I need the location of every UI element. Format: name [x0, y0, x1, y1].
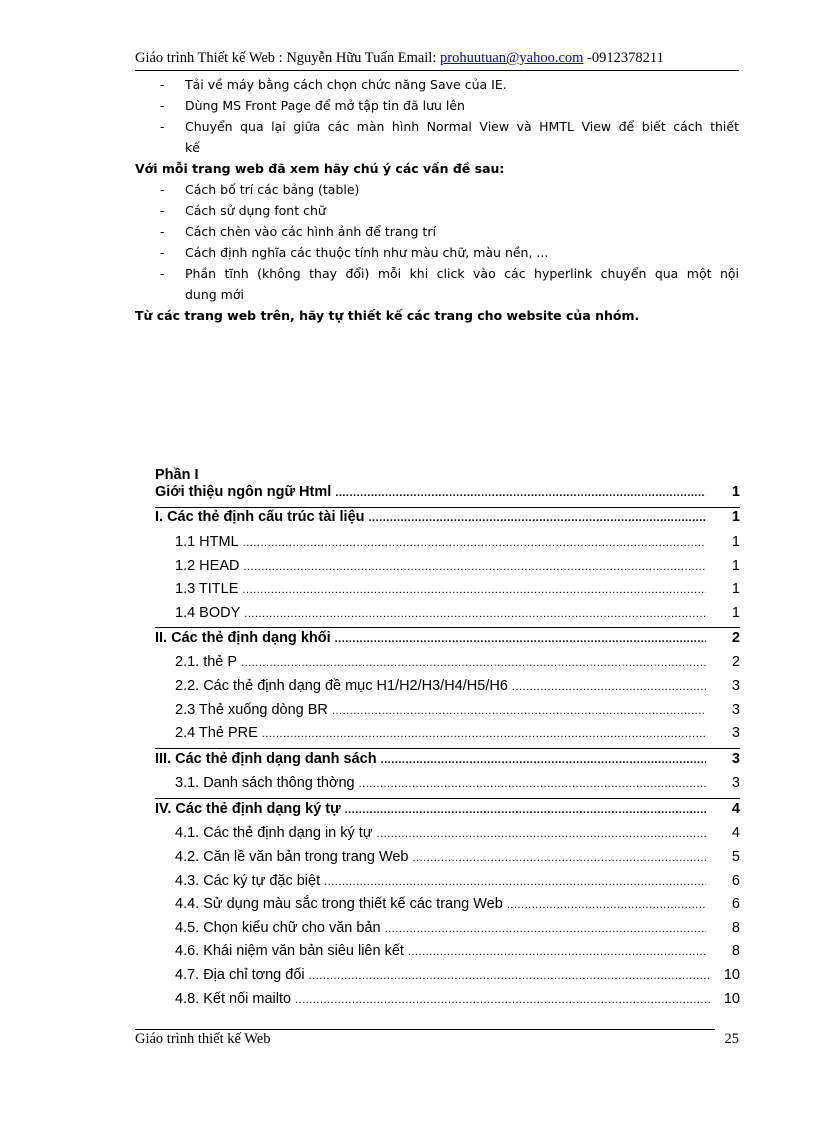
list-item-text: Cách định nghĩa các thuộc tính như màu chữ, màu nền, ... [185, 245, 549, 260]
email-link[interactable]: prohuutuan@yahoo.com [440, 50, 584, 66]
dot-leader [332, 705, 706, 717]
list-item [160, 182, 740, 202]
toc-entry-title: 4.5. Chọn kiểu chữ cho văn bản [175, 920, 381, 936]
bullet-dash: - [160, 245, 165, 260]
footer-divider [135, 1029, 715, 1030]
toc-entry-page: 1 [731, 558, 740, 574]
list-item-continuation: dung mới [185, 287, 244, 302]
toc-entry-page: 1 [731, 534, 740, 550]
dot-leader [408, 946, 706, 958]
list-item-text: Phần tĩnh (không thay đổi) mỗi khi click vào các hyperlink chuyển qua một nội [185, 266, 739, 281]
toc-entry[interactable] [155, 509, 740, 531]
list-item-text: Cách sử dụng font chữ [185, 203, 326, 218]
page-header [135, 50, 739, 70]
toc-entry-title: 1.2 HEAD [175, 558, 240, 574]
toc-entry-title: III. Các thẻ định dạng danh sách [155, 751, 377, 767]
toc-entry-page: 8 [731, 943, 740, 959]
toc-entry[interactable] [175, 896, 740, 918]
dot-leader [244, 608, 706, 620]
toc-entry-page: 2 [731, 630, 740, 646]
toc-entry-page: 3 [731, 725, 740, 741]
dot-leader [377, 828, 706, 840]
toc-entry-title: 4.7. Địa chỉ tơng đối [175, 967, 305, 983]
toc-entry[interactable] [155, 751, 740, 773]
toc-entry-title: 4.1. Các thẻ định dạng in ký tự [175, 825, 373, 841]
list-item [160, 77, 740, 97]
toc-entry-title: 1.4 BODY [175, 605, 241, 621]
toc-entry[interactable] [175, 558, 740, 580]
dot-leader [241, 657, 706, 669]
toc-part-label: Phần I [155, 467, 199, 483]
toc-entry-page: 10 [723, 967, 740, 983]
footer-page-number: 25 [724, 1031, 739, 1047]
toc-entry[interactable] [175, 678, 740, 700]
dot-leader [345, 804, 706, 816]
toc-entry-title: 1.1 HTML [175, 534, 239, 550]
toc-divider [155, 798, 740, 799]
toc-entry-title: 2.1. thẻ P [175, 654, 238, 670]
toc-divider [155, 507, 740, 508]
toc-entry-page: 4 [731, 801, 740, 817]
toc-entry-title: 4.4. Sử dụng màu sắc trong thiết kế các trang Web [175, 896, 503, 912]
bullet-dash: - [160, 203, 165, 218]
dot-leader [242, 584, 706, 596]
dot-leader [243, 561, 706, 573]
toc-entry-page: 3 [731, 775, 740, 791]
list-item [160, 266, 740, 286]
toc-entry-page: 6 [731, 873, 740, 889]
footer-title: Giáo trình thiết kế Web [135, 1031, 271, 1047]
list-item-text: Tải về máy bằng cách chọn chức năng Save của IE. [185, 77, 507, 92]
toc-entry[interactable] [175, 725, 740, 747]
toc-entry-page: 1 [731, 605, 740, 621]
toc-entry-title: 4.6. Khái niệm văn bản siêu liên kết [175, 943, 404, 959]
toc-entry[interactable] [175, 920, 740, 942]
toc-entry-page: 3 [731, 751, 740, 767]
toc-entry-title: 4.2. Căn lề văn bản trong trang Web [175, 849, 409, 865]
toc-entry-page: 1 [731, 509, 740, 525]
toc-entry-title: 4.3. Các ký tự đặc biệt [175, 873, 321, 889]
list-item [160, 224, 740, 244]
toc-entry[interactable] [155, 484, 740, 506]
list-item-text: Dùng MS Front Page để mở tập tin đã lưu lên [185, 98, 465, 113]
dot-leader [335, 487, 706, 499]
bullet-dash: - [160, 77, 165, 92]
dot-leader [385, 923, 706, 935]
toc-entry-page: 5 [731, 849, 740, 865]
toc-entry[interactable] [175, 581, 740, 603]
dot-leader [413, 852, 707, 864]
toc-entry[interactable] [175, 702, 740, 724]
toc-entry-title: 4.8. Kết nối mailto [175, 991, 292, 1007]
dot-leader [262, 728, 706, 740]
list-item [160, 119, 740, 139]
toc-entry-page: 6 [731, 896, 740, 912]
list-item-continuation: kế [185, 140, 200, 155]
bullet-dash: - [160, 266, 165, 281]
toc-entry[interactable] [175, 943, 740, 965]
list-item [160, 245, 740, 265]
dot-leader [507, 899, 706, 911]
bullet-dash: - [160, 119, 165, 134]
dot-leader [295, 994, 710, 1006]
dot-leader [512, 681, 706, 693]
list-item-text: Cách chèn vào các hình ảnh để trang trí [185, 224, 436, 239]
dot-leader [243, 537, 706, 549]
header-divider [135, 70, 739, 71]
toc-entry-page: 3 [731, 702, 740, 718]
toc-entry-title: IV. Các thẻ định dạng ký tự [155, 801, 341, 817]
toc-entry[interactable] [175, 991, 740, 1013]
toc-entry-page: 3 [731, 678, 740, 694]
section-heading: Với mỗi trang web đã xem hãy chú ý các vấn đề sau: [135, 161, 505, 176]
toc-entry[interactable] [175, 967, 740, 989]
list-item [160, 98, 740, 118]
toc-entry[interactable] [155, 801, 740, 823]
list-item [160, 203, 740, 223]
list-item-text: Chuyển qua lại giữa các màn hình Normal View và HMTL View để biết cách thiết [185, 119, 739, 134]
dot-leader [335, 633, 706, 645]
header-phone: -0912378211 [583, 50, 664, 66]
list-item-text: Cách bố trí các bảng (table) [185, 182, 360, 197]
dot-leader [359, 778, 706, 790]
dot-leader [381, 754, 706, 766]
bullet-dash: - [160, 182, 165, 197]
toc-entry-title: Giới thiệu ngôn ngữ Html [155, 484, 332, 500]
toc-entry-title: 2.4 Thẻ PRE [175, 725, 258, 741]
bullet-dash: - [160, 224, 165, 239]
toc-entry-title: 1.3 TITLE [175, 581, 239, 597]
toc-entry-title: I. Các thẻ định cấu trúc tài liệu [155, 509, 365, 525]
toc-entry[interactable] [175, 775, 740, 797]
dot-leader [369, 512, 707, 524]
toc-entry[interactable] [175, 654, 740, 676]
toc-entry-page: 8 [731, 920, 740, 936]
toc-divider [155, 748, 740, 749]
toc-divider [155, 627, 740, 628]
toc-entry[interactable] [155, 630, 740, 652]
closing-statement: Từ các trang web trên, hãy tự thiết kế các trang cho website của nhóm. [135, 308, 640, 323]
toc-entry-title: II. Các thẻ định dạng khối [155, 630, 331, 646]
dot-leader [324, 876, 706, 888]
toc-entry-page: 4 [731, 825, 740, 841]
toc-entry-title: 2.3 Thẻ xuống dòng BR [175, 702, 328, 718]
dot-leader [309, 970, 710, 982]
toc-entry-page: 1 [731, 484, 740, 500]
toc-entry-title: 3.1. Danh sách thông thờng [175, 775, 355, 791]
toc-entry-page: 10 [723, 991, 740, 1007]
toc-entry-title: 2.2. Các thẻ định dạng đề mục H1/H2/H3/H4/H5/H6 [175, 678, 508, 694]
bullet-dash: - [160, 98, 165, 113]
toc-entry[interactable] [175, 873, 740, 895]
toc-entry[interactable] [175, 849, 740, 871]
toc-entry[interactable] [175, 825, 740, 847]
toc-entry-page: 2 [731, 654, 740, 670]
toc-entry-page: 1 [731, 581, 740, 597]
header-text: Giáo trình Thiết kế Web : Nguyễn Hữu Tuấn Email: [135, 50, 440, 66]
toc-entry[interactable] [175, 605, 740, 627]
toc-entry[interactable] [175, 534, 740, 556]
